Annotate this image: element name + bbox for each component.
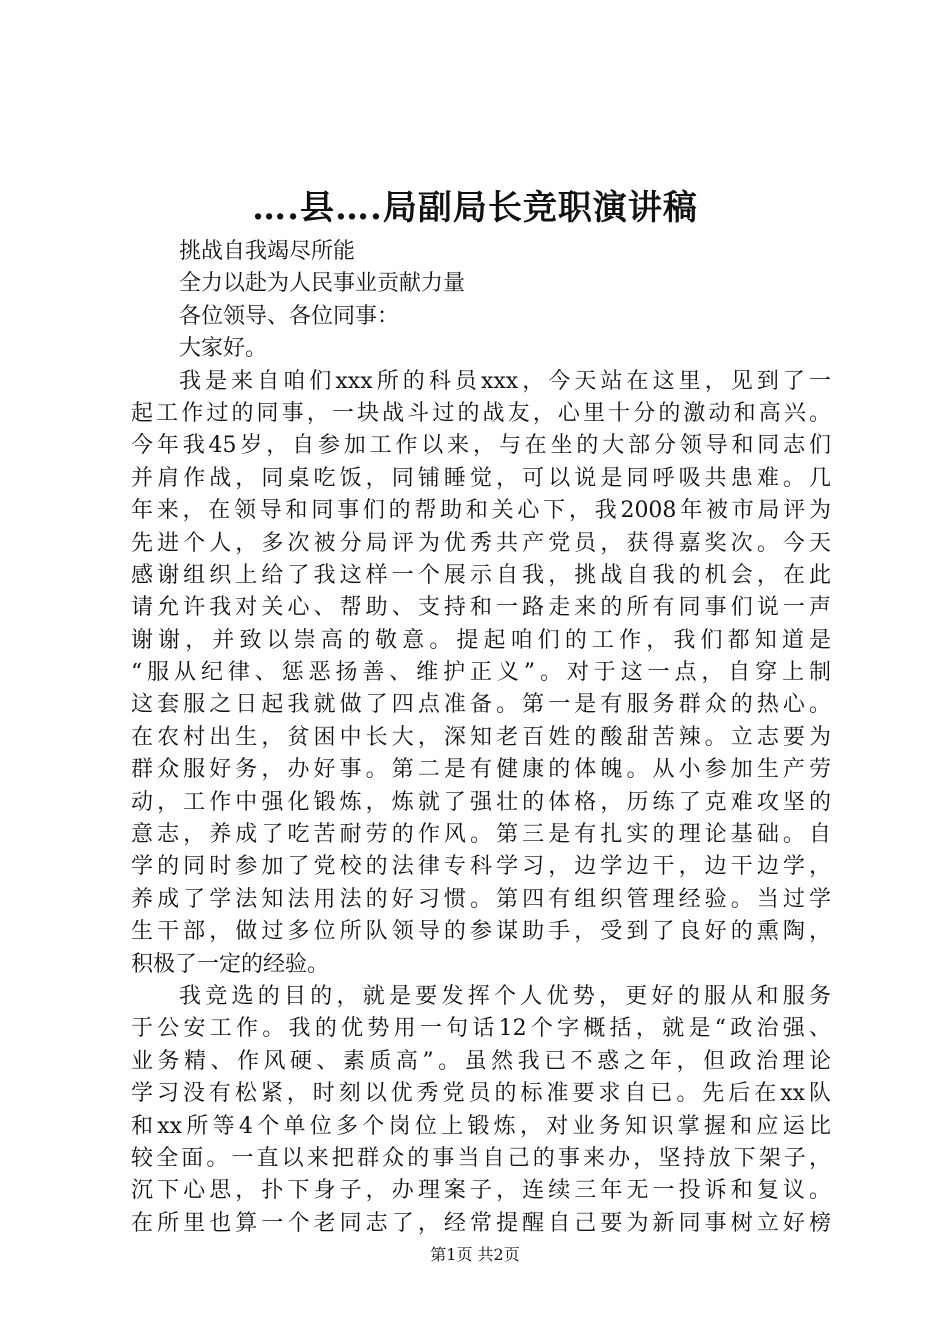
- paragraph-line: 群众服好务，办好事。第二是有健康的体魄。从小参加生产劳: [131, 757, 831, 783]
- paragraph-line: 并肩作战，同桌吃饭，同铺睡觉，可以说是同呼吸共患难。几: [131, 465, 831, 491]
- paragraph-line: 请允许我对关心、帮助、支持和一路走来的所有同事们说一声: [131, 595, 831, 621]
- paragraph-line: 沉下心思，扑下身子，办理案子，连续三年无一投诉和复议。: [131, 1178, 831, 1204]
- paragraph-line: 在所里也算一个老同志了，经常提醒自己要为新同事树立好榜: [131, 1210, 831, 1236]
- paragraph-line: 学习没有松紧，时刻以优秀党员的标准要求自已。先后在xx队: [131, 1081, 831, 1107]
- paragraph-line: 我是来自咱们xxx所的科员xxx，今天站在这里，见到了一: [179, 368, 831, 394]
- paragraph-line: 积极了一定的经验。: [131, 951, 330, 977]
- paragraph-line: 这套服之日起我就做了四点准备。第一是有服务群众的热心。: [131, 692, 831, 718]
- paragraph-line: 动，工作中强化锻炼，炼就了强壮的体格，历练了克难攻坚的: [131, 789, 831, 815]
- page-footer: 第1页 共2页: [430, 1245, 520, 1264]
- paragraph-line: 和xx所等4个单位多个岗位上锻炼，对业务知识掌握和应运比: [131, 1113, 831, 1139]
- paragraph-line: 较全面。一直以来把群众的事当自己的事来办，坚持放下架子，: [131, 1145, 831, 1171]
- paragraph-line: 学的同时参加了党校的法律专科学习，边学边干，边干边学，: [131, 854, 831, 880]
- greeting-line: 大家好。: [179, 336, 268, 362]
- paragraph-line: 今年我45岁，自参加工作以来，与在坐的大部分领导和同志们: [131, 433, 831, 459]
- paragraph-line: 在农村出生，贫困中长大，深知老百姓的酸甜苦辣。立志要为: [131, 724, 831, 750]
- paragraph-line: 业务精、作风硬、素质高”。虽然我已不惑之年，但政治理论: [131, 1048, 831, 1074]
- document-title: ….县….局副局长竞职演讲稿: [252, 188, 698, 228]
- paragraph-line: 谢谢，并致以崇高的敬意。提起咱们的工作，我们都知道是: [131, 627, 831, 653]
- paragraph-line: 我竞选的目的，就是要发挥个人优势，更好的服从和服务: [179, 983, 831, 1009]
- subtitle-line-2: 全力以赴为人民事业贡献力量: [179, 271, 466, 297]
- paragraph-line: 感谢组织上给了我这样一个展示自我，挑战自我的机会，在此: [131, 562, 831, 588]
- paragraph-line: 先进个人，多次被分局评为优秀共产党员，获得嘉奖次。今天: [131, 530, 831, 556]
- paragraph-line: “服从纪律、惩恶扬善、维护正义”。对于这一点，自穿上制: [131, 660, 831, 686]
- paragraph-line: 养成了学法知法用法的好习惯。第四有组织管理经验。当过学: [131, 886, 831, 912]
- paragraph-line: 生干部，做过多位所队领导的参谋助手，受到了良好的熏陶，: [131, 919, 831, 945]
- paragraph-line: 于公安工作。我的优势用一句话12个字概括，就是“政治强、: [131, 1016, 831, 1042]
- paragraph-line: 起工作过的同事，一块战斗过的战友，心里十分的激动和高兴。: [131, 400, 831, 426]
- salutation-line: 各位领导、各位同事：: [179, 303, 400, 329]
- subtitle-line-1: 挑战自我竭尽所能: [179, 239, 356, 264]
- document-body: [131, 236, 831, 1240]
- paragraph-line: 意志，养成了吃苦耐劳的作风。第三是有扎实的理论基础。自: [131, 822, 831, 848]
- paragraph-line: 年来，在领导和同事们的帮助和关心下，我2008年被市局评为: [131, 498, 831, 524]
